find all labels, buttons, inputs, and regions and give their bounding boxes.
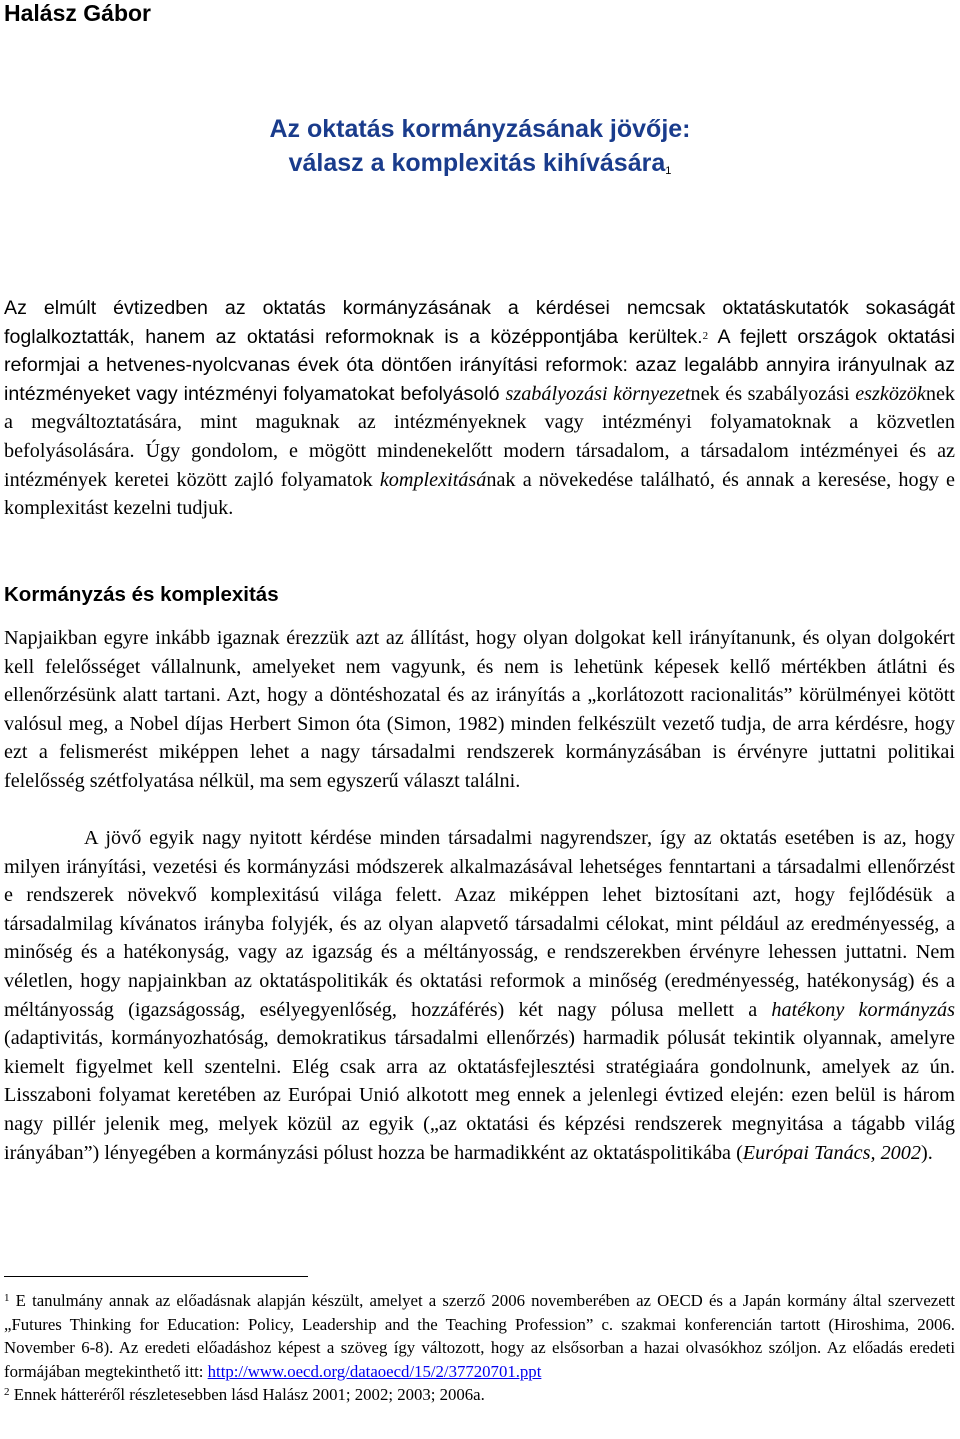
- footnote-ref-2[interactable]: 2: [702, 329, 709, 342]
- paragraph-2: Napjaikban egyre inkább igaznak érezzük azt az állítást, hogy olyan dolgokat kell irányítanunk, és olyan dolgokért kell felelősséget vállalnunk, amelyeket nem vagyunk, és nem is lehetünk képesek kellő mértékben átlátni és ellenőrzésünk alatt tartani. Azt, hogy a döntéshozatal és az irányítás a „korlátozott racionalitás” körülményei kötött valósul meg, a Nobel díjas Herbert Simon óta (Simon, 1982) minden felkészült vezető tudja, de arra kérdésre, hogy ezt a felismerést miképpen lehet a nagy társadalmi rendszerek kormányzásában is érvényre juttatni politikai felelősség szétfolyatása nélkül, ma sem egyszerű választ találni.: [4, 627, 955, 792]
- intro-text-3: nek és szabályozási: [690, 382, 856, 405]
- footnote-2: [4, 1383, 955, 1407]
- p3-text-2: (adaptivitás, kormányozhatóság, demokratikus társadalmi ellenőrzés) harmadik pólusát tekintik olyannak, amelyre kiemelt figyelmet kell szentelni. Elég csak arra az oktatásfejlesztési stratégiaára gondolnunk, amelyek az ún. Lisszaboni folyamat keretében az Európai Unió alkotott meg ennek a jelenlegi évtized elején: ezen belül is három nagy pillér jelenik meg, melyek közül az egyik („az oktatási és képzési rendszerek megnyitása a tágabb világ irányában”) lényegében a kormányzási pólust hozza be harmadikként az oktatáspolitikába (: [4, 1027, 955, 1164]
- paragraph-3: [4, 824, 955, 1167]
- intro-sentence-1: Az elmúlt évtizedben az oktatás kormányzásának a kérdései nemcsak oktatáskutatók sokaságát foglalkoztatták, hanem az oktatási reformoknak is a középpontjába kerültek.: [4, 297, 955, 348]
- p3-text-3: ).: [920, 1141, 933, 1164]
- footnote-1-link[interactable]: http://www.oecd.org/dataoecd/15/2/37720701.ppt: [207, 1361, 542, 1381]
- title-line-2: [0, 146, 960, 180]
- p3-text-1: A jövő egyik nagy nyitott kérdése minden társadalmi nagyrendszer, így az oktatás esetében is az, hogy milyen irányítási, vezetési és kormányzási módszerek alkalmazásával lehetséges fenntartani a társadalmi ellenőrzést e rendszerek növekvő komplexitású világa felett. Azaz miképpen lehet biztosítani azt, hogy fejlődésük a társadalmilag kívánatos irányba folyjék, és az olyan alapvető társadalmi célokat, mint például az eredményesség, a minőség és a hatékonyság, vagy az igazság és a méltányosság, e rendszerekben érvényre lehessen juttatni. Nem véletlen, hogy napjainkban az oktatáspolitikák és oktatási reformok a minőség (eredményesség, hatékonyság) és a méltányosság (igazságosság, esélyegyenlőség, hozzáférés) két nagy pólusa mellett a: [4, 827, 955, 1021]
- footnote-1-mark: 1: [4, 1292, 10, 1304]
- intro-text-5: nak a növekedése található, és annak a keresése, hogy e komplexitást kezelni tudjuk.: [4, 468, 955, 520]
- footnote-2-text: Ennek hátteréről részletesebben lásd Halász 2001; 2002; 2003; 2006a.: [9, 1385, 485, 1404]
- intro-text-4: nek a megváltoztatására, mint maguknak az intézményeknek vagy intézményi folyamatoknak a közvetlen befolyásolására. Úgy gondolom, e mögött mindenekelőtt modern társadalom, a társadalom intézményei és az intézmények keretei között zajló folyamatok: [4, 382, 956, 491]
- footnotes: [4, 1289, 955, 1407]
- footnote-separator: [4, 1276, 308, 1277]
- footnote-1-text: E tanulmány annak az előadásnak alapján készült, amelyet a szerző 2006 novemberében az OECD és a Japán kormány által szervezett „Futures Thinking for Education: Policy, Leadership and the Teaching Profession” c. szakmai konferencián tartott (Hiroshima, 2006. November 6-8). Az eredeti előadáshoz képest a szöveg így változott, hogy az elsősorban a hazai olvasókhoz szóljon. Az előadás eredeti formájában megtekinthető itt:: [4, 1291, 955, 1381]
- intro-paragraph: [4, 294, 955, 523]
- title-footnote-mark[interactable]: 1: [665, 165, 672, 177]
- title-line-2-text: válasz a komplexitás kihívására: [288, 149, 666, 177]
- intro-italic-3: komplexitásá: [379, 468, 487, 491]
- document-title: [0, 112, 960, 180]
- author-name: Halász Gábor: [4, 0, 151, 26]
- intro-sentence-2: A fejlett országok oktatási reformjai a hetvenes-nyolcvanas évek óta döntően irányítási reformok: azaz legalább annyira irányulnak az intézményeket vagy intézményi folyamatokat befolyásoló: [4, 325, 955, 405]
- footnote-2-mark: 2: [4, 1386, 10, 1398]
- footnote-1: [4, 1289, 955, 1383]
- intro-italic-2: eszközök: [855, 382, 926, 405]
- p3-italic-2: Európai Tanács, 2002: [742, 1141, 921, 1164]
- title-line-1: Az oktatás kormányzásának jövője:: [269, 115, 691, 143]
- p3-italic-1: hatékony kormányzás: [771, 998, 955, 1021]
- section-heading: Kormányzás és komplexitás: [4, 583, 279, 606]
- intro-italic-1: szabályozási környezet: [505, 382, 691, 405]
